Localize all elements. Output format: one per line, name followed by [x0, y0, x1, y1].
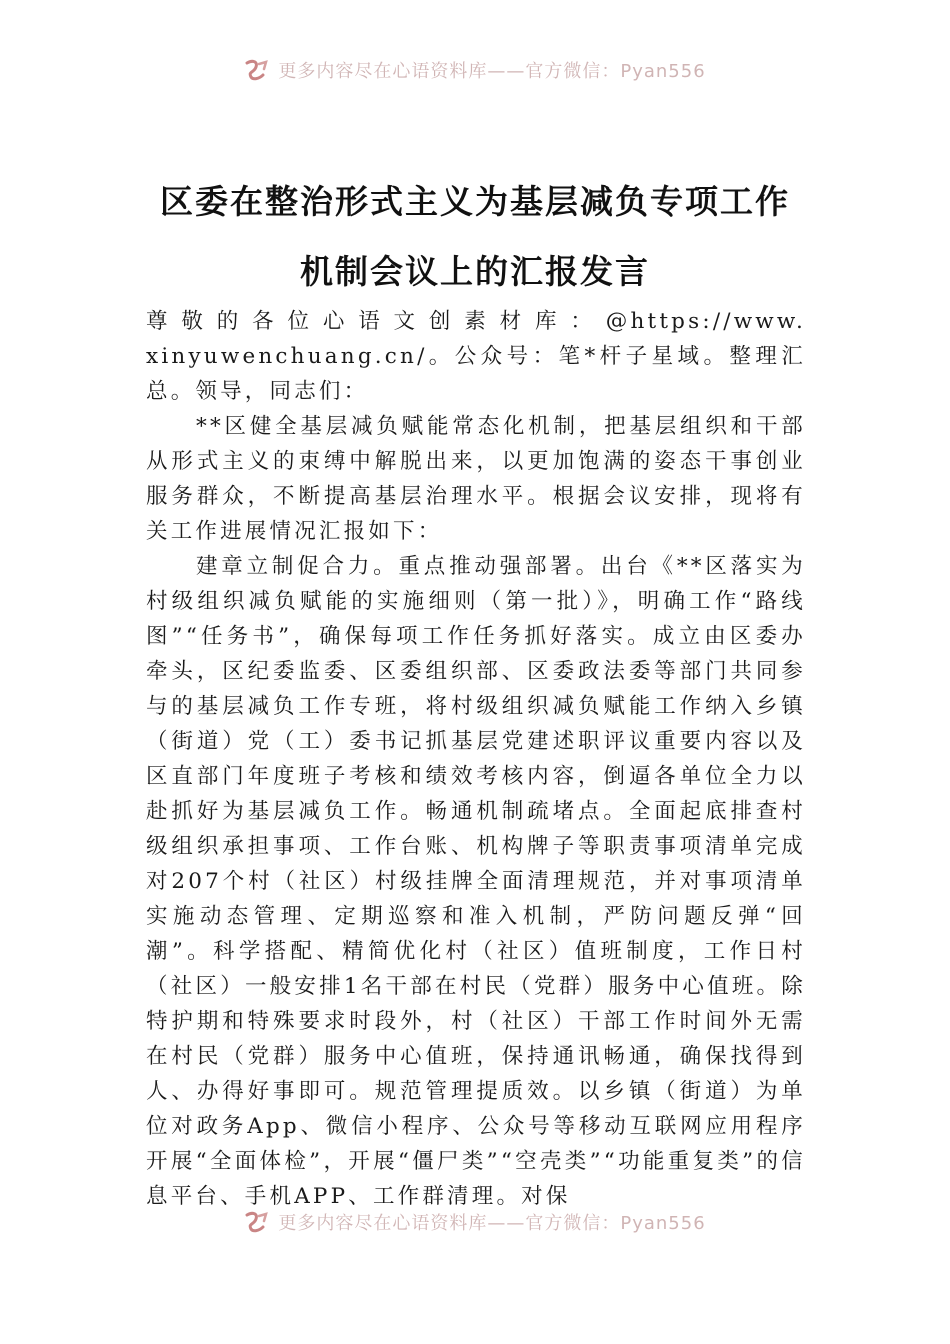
watermark-logo-icon: [244, 59, 270, 81]
watermark-text: 更多内容尽在心语资料库——官方微信：Pyan556: [278, 1213, 706, 1234]
document-body: [146, 304, 806, 1214]
watermark-logo-icon: [244, 1211, 270, 1233]
intro-paragraph: **区健全基层减负赋能常态化机制，把基层组织和干部从形式主义的束缚中解脱出来，以更加饱满的姿态干事创业服务群众，不断提高基层治理水平。根据会议安排，现将有关工作进展情况汇报如下：: [146, 414, 806, 544]
salutation-paragraph: 尊 敬 的 各 位 心 语 文 创 素 材 库 ： @https://www.xinyuwenchuang.cn/。公众号：笔*杆子星域。整理汇总。领导，同志们：: [146, 309, 806, 404]
document-title-line-1: 区委在整治形式主义为基层减负专项工作: [160, 182, 790, 221]
document-title-line-2: 机制会议上的汇报发言: [300, 252, 650, 291]
watermark-text: 更多内容尽在心语资料库——官方微信：Pyan556: [278, 61, 706, 82]
watermark-footer: [0, 1207, 950, 1237]
watermark-header: [0, 55, 950, 85]
body-paragraph: 建章立制促合力。重点推动强部署。出台《**区落实为村级组织减负赋能的实施细则（第一批）》，明确工作“路线图”“任务书”，确保每项工作任务抓好落实。成立由区委办牵头，区纪委监委、区委组织部、区委政法委等部门共同参与的基层减负工作专班，将村级组织减负赋能工作纳入乡镇（街道）党（工）委书记抓基层党建述职评议重要内容以及区直部门年度班子考核和绩效考核内容，倒逼各单位全力以赴抓好为基层减负工作。畅通机制疏堵点。全面起底排查村级组织承担事项、工作台账、机构牌子等职责事项清单完成对207个村（社区）村级挂牌全面清理规范，并对事项清单实施动态管理、定期巡察和准入机制，严防问题反弹“回潮”。科学搭配、精简优化村（社区）值班制度，工作日村（社区）一般安排1名干部在村民（党群）服务中心值班。除特护期和特殊要求时段外，村（社区）干部工作时间外无需在村民（党群）服务中心值班，保持通讯畅通，确保找得到人、办得好事即可。规范管理提质效。以乡镇（街道）为单位对政务App、微信小程序、公众号等移动互联网应用程序开展“全面体检”，开展“僵尸类”“空壳类”“功能重复类”的信息平台、手机APP、工作群清理。对保: [146, 554, 806, 1209]
